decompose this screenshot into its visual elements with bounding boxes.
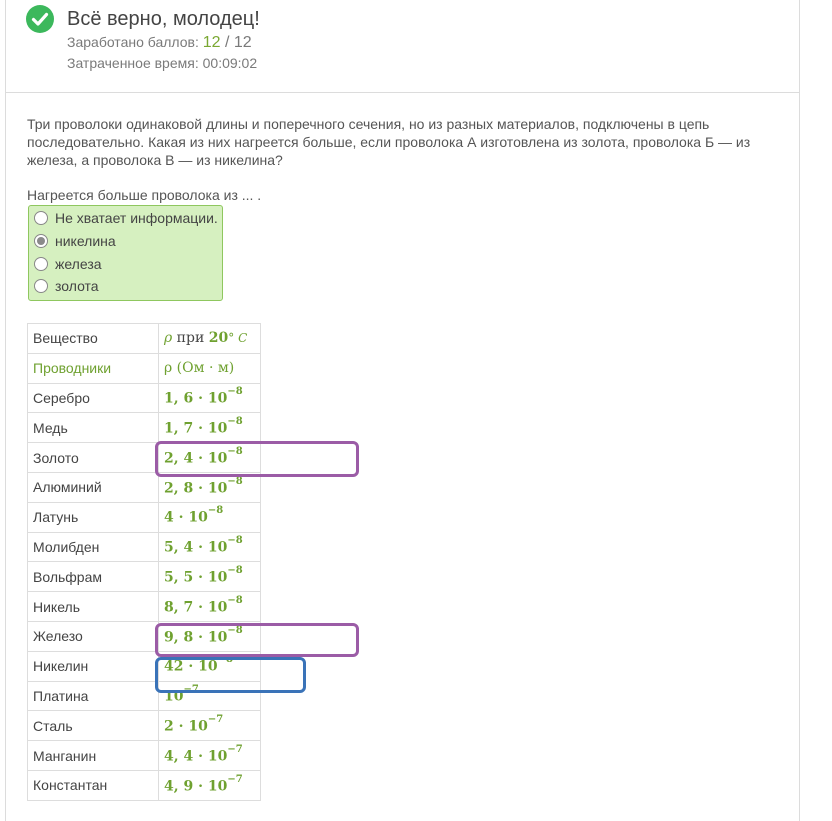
resistivity-base: 5, 4 · 10	[164, 539, 228, 556]
resistivity-exponent: −7	[227, 743, 243, 755]
option-label: никелина	[55, 233, 116, 249]
resistivity-exponent: −8	[227, 564, 243, 576]
resistivity-base: 4, 4 · 10	[164, 748, 228, 765]
resistivity-cell	[159, 651, 261, 681]
radio-button-selected[interactable]	[34, 234, 48, 248]
header-unit: ° C	[228, 331, 248, 346]
radio-button[interactable]	[34, 211, 48, 225]
score-separator: /	[220, 34, 234, 51]
header-temp: 20	[208, 330, 229, 347]
table-row	[28, 472, 261, 502]
answer-options	[28, 205, 223, 301]
table-row	[28, 443, 261, 473]
table-row	[28, 502, 261, 532]
resistivity-cell	[159, 472, 261, 502]
resistivity-table	[27, 323, 261, 801]
substance-cell: Золото	[28, 443, 159, 473]
resistivity-cell	[159, 532, 261, 562]
resistivity-exponent: −8	[227, 386, 243, 398]
resistivity-base: 2, 8 · 10	[164, 480, 228, 497]
resistivity-cell	[159, 621, 261, 651]
table-group-row	[28, 353, 261, 383]
resistivity-base: 8, 7 · 10	[164, 599, 228, 616]
resistivity-cell	[159, 413, 261, 443]
substance-cell: Манганин	[28, 741, 159, 771]
resistivity-cell	[159, 741, 261, 771]
score-value: 12	[202, 34, 221, 51]
question-prompt: Нагреется больше проволока из ... .	[27, 187, 262, 203]
resistivity-cell	[159, 711, 261, 741]
resistivity-cell	[159, 502, 261, 532]
radio-button[interactable]	[34, 279, 48, 293]
resistivity-cell	[159, 592, 261, 622]
resistivity-exponent: −8	[227, 594, 243, 606]
table-row	[28, 621, 261, 651]
resistivity-exponent: −8	[227, 415, 243, 427]
time-label: Затраченное время:	[67, 55, 199, 71]
substance-cell: Молибден	[28, 532, 159, 562]
resistivity-base: 42 · 10	[164, 658, 218, 675]
resistivity-base: 2 · 10	[164, 718, 208, 735]
substance-cell: Сталь	[28, 711, 159, 741]
resistivity-exponent: −8	[227, 475, 243, 487]
resistivity-exponent: −8	[217, 654, 233, 666]
resistivity-exponent: −7	[207, 713, 224, 725]
substance-cell: Железо	[28, 621, 159, 651]
resistivity-base: 1, 7 · 10	[164, 420, 228, 437]
substance-cell: Серебро	[28, 383, 159, 413]
resistivity-cell	[159, 681, 261, 711]
header-resistivity	[159, 324, 261, 354]
score-line	[67, 34, 252, 52]
time-value: 00:09:02	[202, 55, 258, 71]
option-label: золота	[55, 278, 99, 294]
substance-cell: Никелин	[28, 651, 159, 681]
substance-cell: Никель	[28, 592, 159, 622]
quiz-panel	[5, 0, 800, 821]
table-row	[28, 770, 261, 800]
resistivity-base: 2, 4 · 10	[164, 450, 228, 467]
table-row	[28, 741, 261, 771]
result-title: Всё верно, молодец!	[67, 8, 260, 30]
substance-cell: Медь	[28, 413, 159, 443]
resistivity-base: 5, 5 · 10	[164, 569, 228, 586]
group-units: ρ (Ом · м)	[159, 353, 261, 383]
radio-button[interactable]	[34, 257, 48, 271]
resistivity-cell	[159, 383, 261, 413]
table-row	[28, 681, 261, 711]
score-label: Заработано баллов:	[67, 34, 199, 50]
header-at: при	[172, 330, 209, 347]
table-row	[28, 562, 261, 592]
option-label: Не хватает информации.	[55, 210, 218, 226]
time-line	[67, 55, 257, 71]
resistivity-exponent: −8	[227, 535, 243, 547]
resistivity-exponent: −8	[207, 505, 224, 517]
resistivity-exponent: −7	[183, 684, 199, 696]
resistivity-base: 1, 6 · 10	[164, 390, 228, 407]
resistivity-base: 4, 9 · 10	[164, 778, 228, 795]
substance-cell: Константан	[28, 770, 159, 800]
table-row	[28, 383, 261, 413]
substance-cell: Латунь	[28, 502, 159, 532]
resistivity-base: 10	[164, 688, 184, 705]
table-row	[28, 711, 261, 741]
option-label: железа	[55, 256, 102, 272]
question-text: Три проволоки одинаковой длины и поперечного сечения, но из разных материалов, подключены в цепь последовательно. Какая из них нагреется больше, если проволока А изготовлена из золота, проволока Б — из железа, а проволока В — из никелина?	[27, 116, 751, 168]
substance-cell: Алюминий	[28, 472, 159, 502]
table-row	[28, 592, 261, 622]
resistivity-base: 4 · 10	[164, 510, 208, 526]
table-header-row	[28, 324, 261, 354]
resistivity-base: 9, 8 · 10	[164, 629, 228, 646]
resistivity-cell	[159, 443, 261, 473]
resistivity-exponent: −7	[227, 773, 243, 785]
score-max: 12	[233, 34, 252, 51]
resistivity-exponent: −8	[227, 445, 243, 457]
header-rho: ρ	[164, 330, 173, 347]
resistivity-cell	[159, 770, 261, 800]
resistivity-exponent: −8	[227, 624, 243, 636]
substance-cell: Платина	[28, 681, 159, 711]
table-row	[28, 651, 261, 681]
table-row	[28, 532, 261, 562]
group-conductors: Проводники	[28, 353, 159, 383]
header-substance: Вещество	[28, 324, 159, 354]
result-header	[6, 0, 799, 93]
table-row	[28, 413, 261, 443]
substance-cell: Вольфрам	[28, 562, 159, 592]
check-circle-icon	[26, 5, 54, 33]
resistivity-cell	[159, 562, 261, 592]
